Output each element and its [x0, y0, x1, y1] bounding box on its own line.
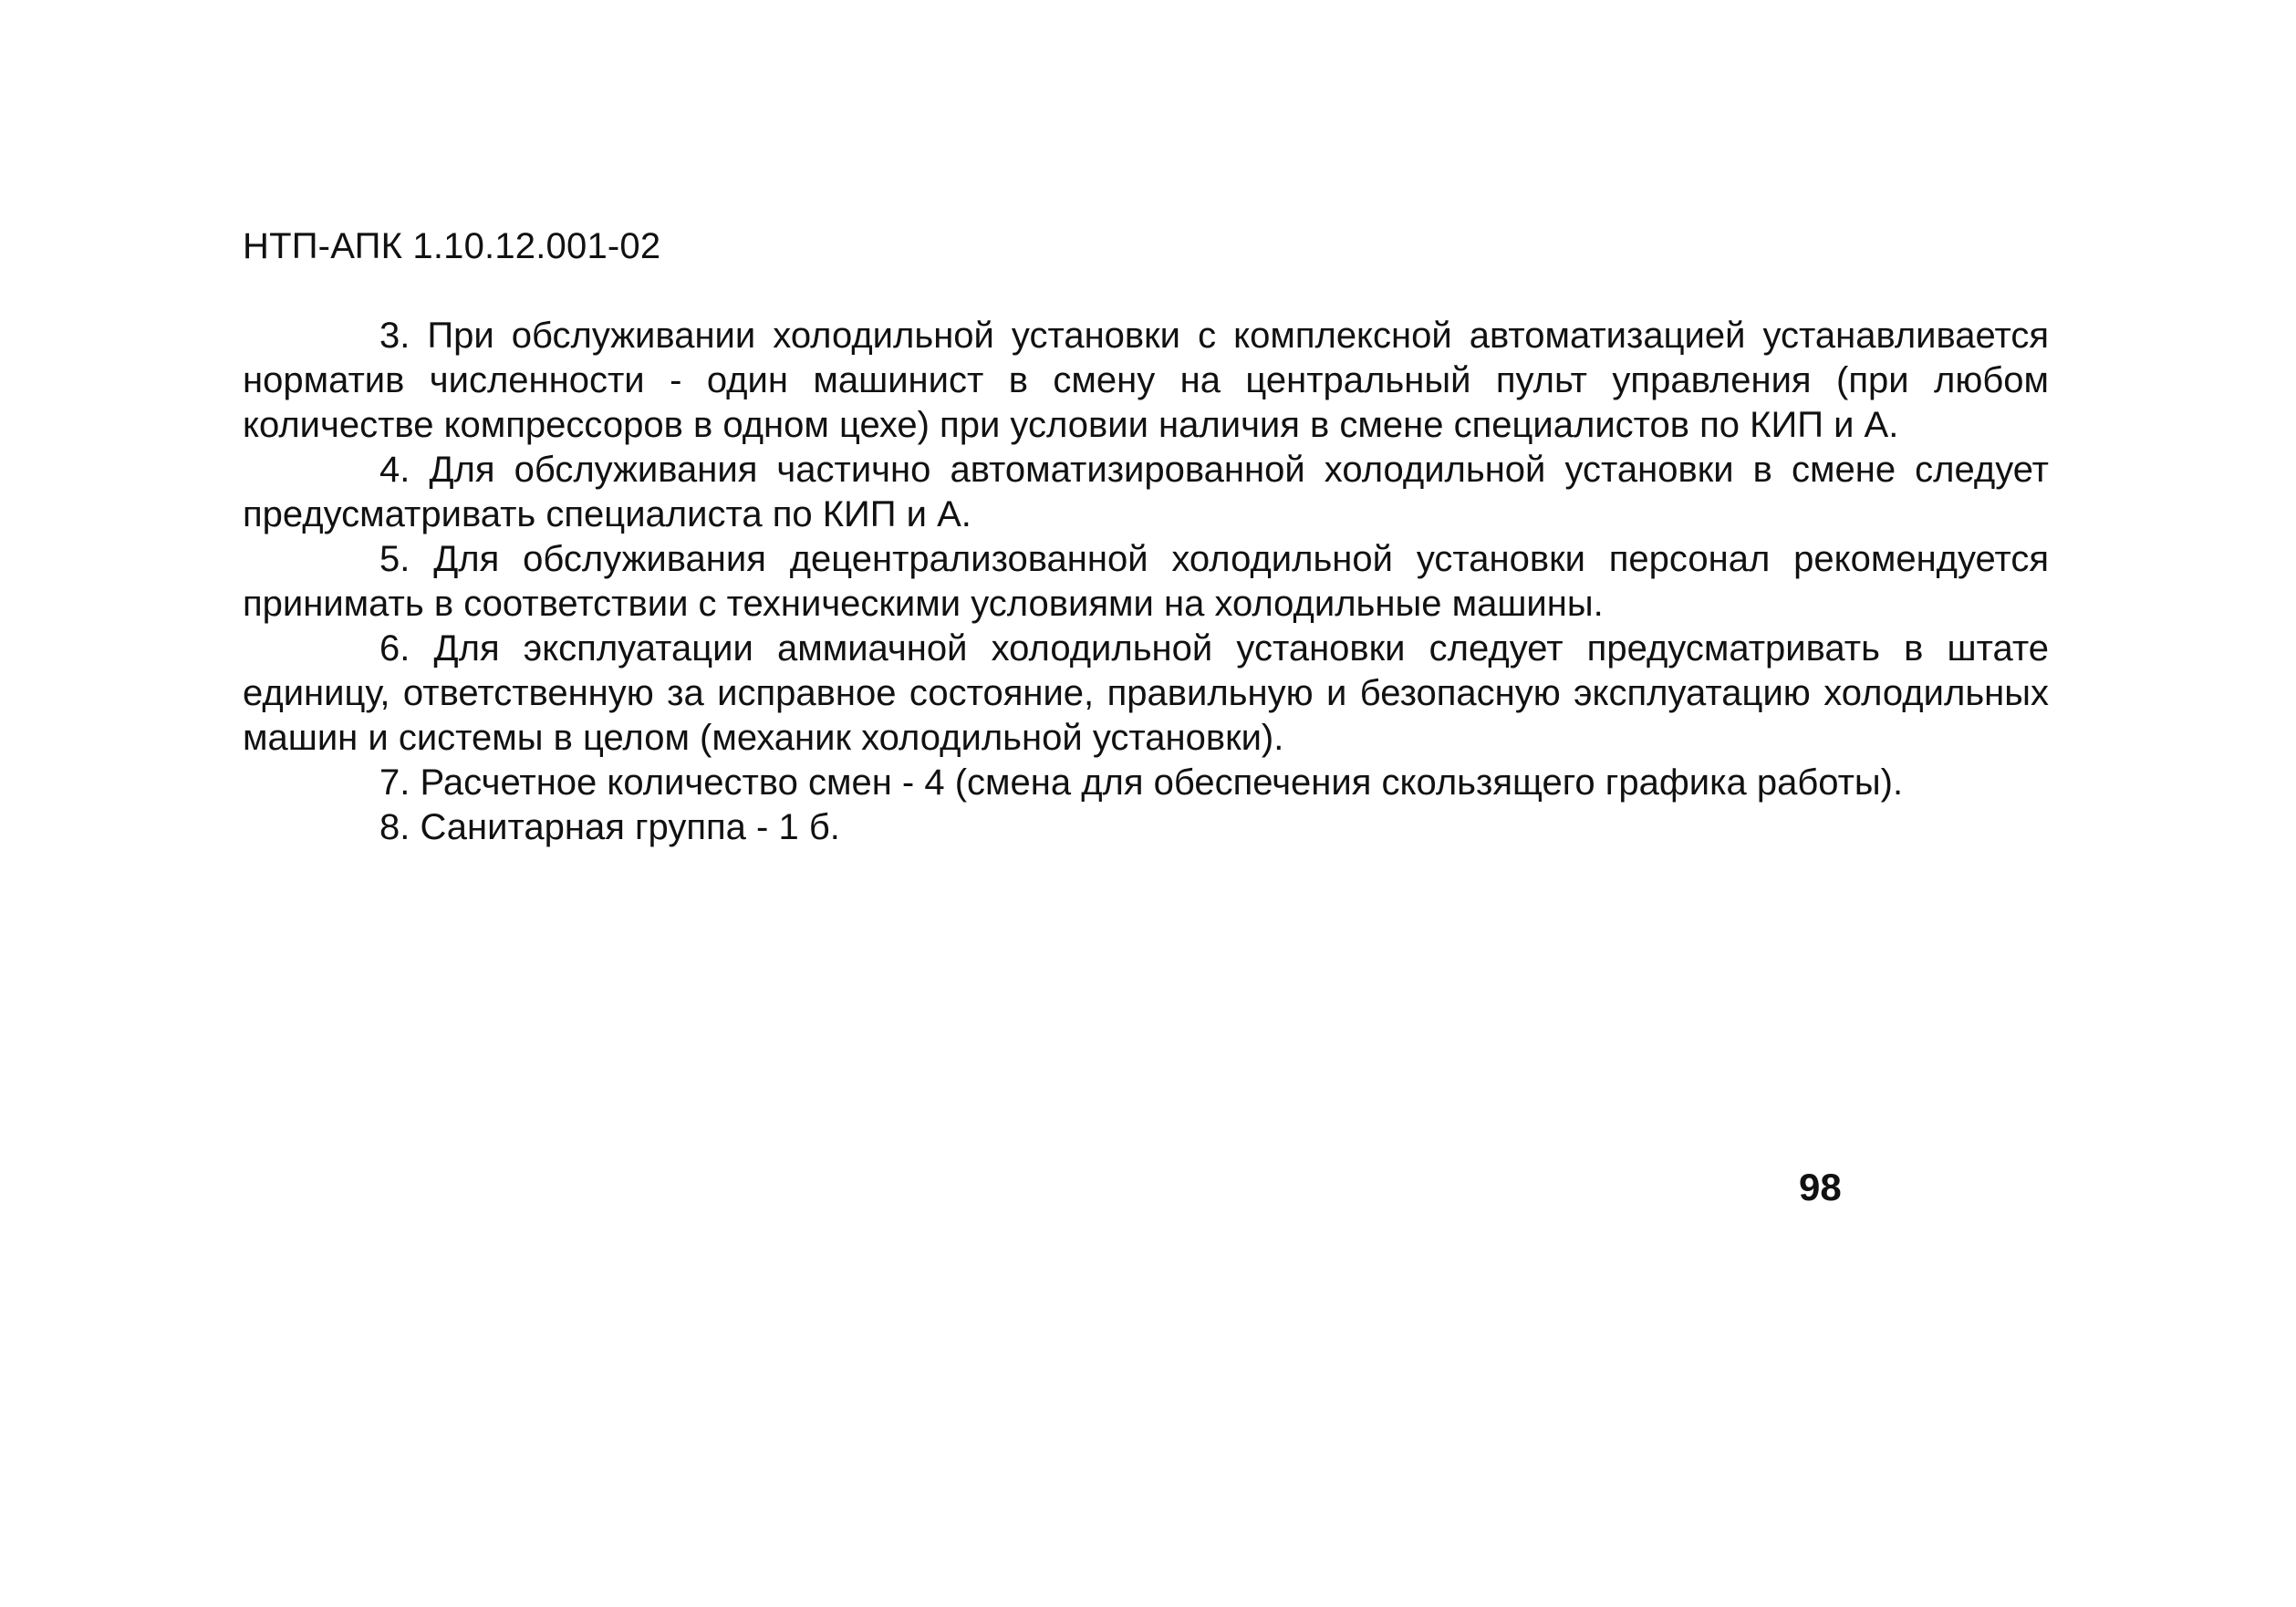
- paragraph-7: 7. Расчетное количество смен - 4 (смена для обеспечения скользящего графика работы).: [379, 762, 1904, 803]
- document-code: НТП-АПК 1.10.12.001-02: [243, 226, 661, 266]
- paragraph-5: 5. Для обслуживания децентрализованной холодильной установки персонал рекомендуется принимать в соответствии с техническими условиями на холодильные машины.: [243, 539, 2049, 624]
- paragraph-8: 8. Санитарная группа - 1 б.: [379, 807, 840, 847]
- paragraph-4: 4. Для обслуживания частично автоматизированной холодильной установки в смене следует предусматривать специалиста по КИП и А.: [243, 450, 2049, 534]
- page-number: 98: [1799, 1166, 1842, 1208]
- document-body: [243, 314, 2049, 850]
- paragraph-6: 6. Для эксплуатации аммиачной холодильной установки следует предусматривать в штате единицу, ответственную за исправное состояние, правильную и безопасную эксплуатацию холодильных машин и системы в целом (механик холодильной установки).: [243, 628, 2049, 758]
- paragraph-3: 3. При обслуживании холодильной установки с комплексной автоматизацией устанавливается норматив численности - один машинист в смену на центральный пульт управления (при любом количестве компрессоров в одном цехе) при условии наличия в смене специалистов по КИП и А.: [243, 316, 2049, 445]
